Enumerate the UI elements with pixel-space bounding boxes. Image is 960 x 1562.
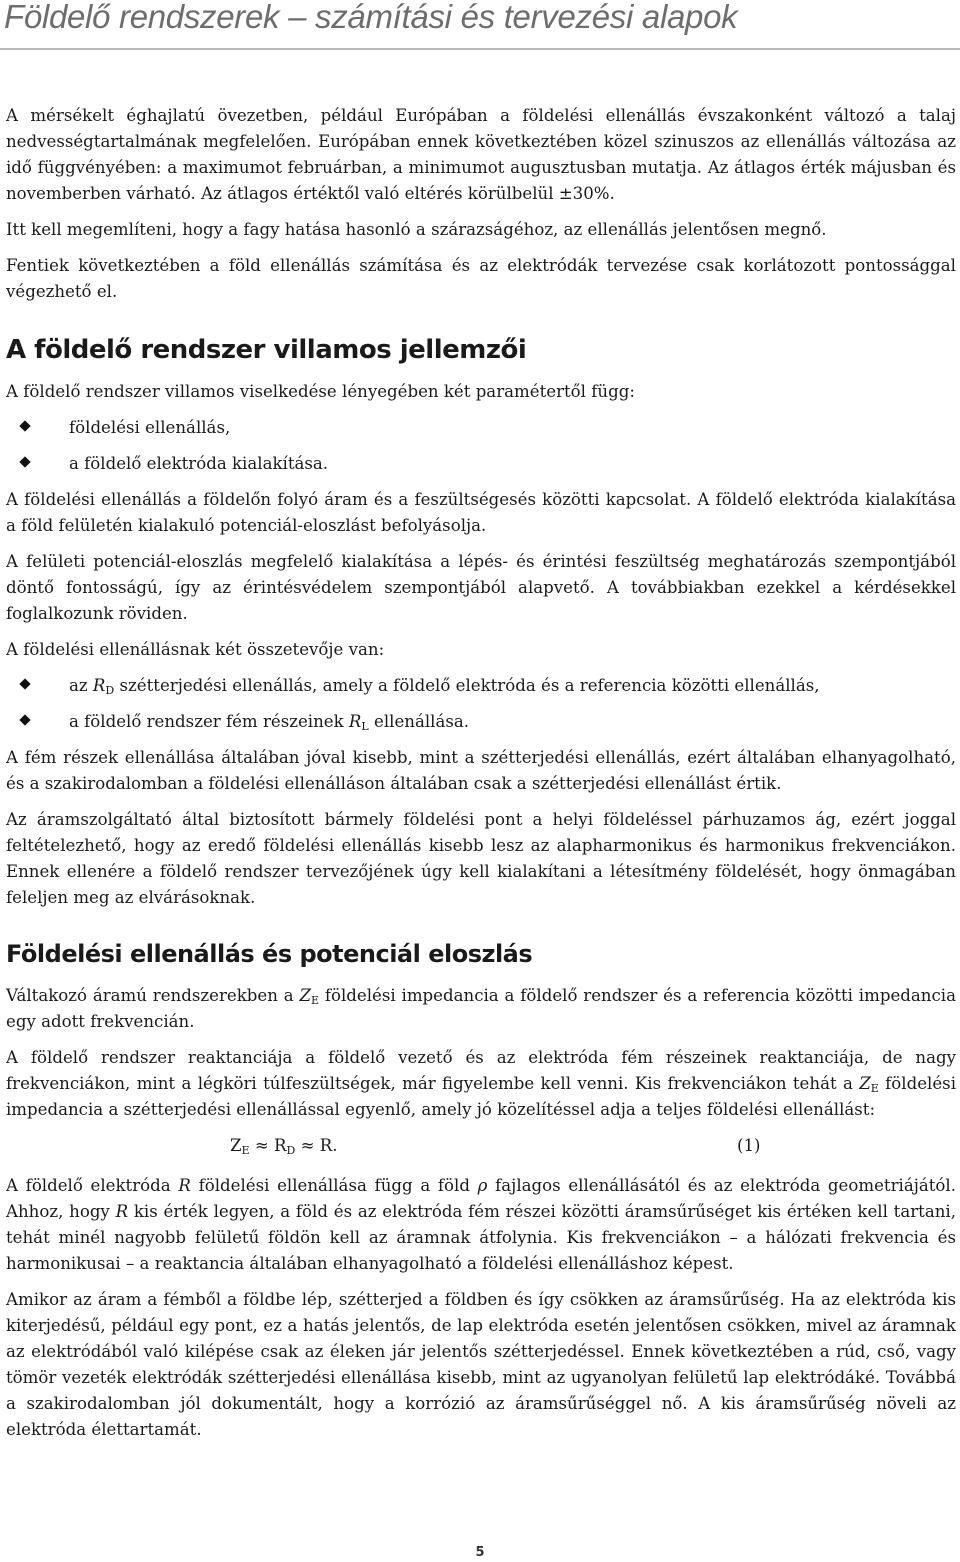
subscript-e: E — [870, 1082, 879, 1095]
list-item-text: földelési ellenállás, — [69, 418, 231, 437]
list-item-text: a földelő elektróda kialakítása. — [69, 454, 329, 473]
eq-symbol-z: Z — [230, 1136, 242, 1155]
parameter-list — [6, 415, 956, 477]
section2-paragraph-2 — [6, 1045, 956, 1123]
variable-rho: ρ — [477, 1176, 488, 1195]
approx-symbol: ≈ — [295, 1136, 320, 1155]
intro-paragraph-2: Itt kell megemlíteni, hogy a fagy hatása hasonló a szárazságéhoz, az ellenállás jelentősen megnő. — [6, 220, 827, 239]
header-divider — [0, 48, 960, 50]
subscript-d: D — [286, 1144, 296, 1157]
diamond-bullet-icon — [19, 420, 30, 431]
section2-paragraph-4: Amikor az áram a fémből a földbe lép, szétterjed a földben és így csökken az áramsűrűség. Ha az elektróda kis kiterjedésű, például egy pont, ez a hatás jelentős, de lap elektróda esetén jelentősen csökken, mivel az áramnak az elektródából való kilépése csak az éleken jár jelentős szétterjedéssel. Ennek következtében a rúd, cső, vagy tömör vezeték elektródák szétterjedési ellenállása kisebb, mint az ugyanolyan felületű lap elektródáké. Továbbá a szakirodalomban jól dokumentált, hogy a korrózió az áramsűrűséggel nő. A kis áramsűrűség növeli az elektróda élettartamát. — [6, 1290, 956, 1439]
section1-paragraph-5: A fém részek ellenállása általában jóval kisebb, mint a szétterjedési ellenállás, ezért általában elhanyagolható, és a szakirodalomban a földelési ellenálláson általában csak a szétterjedési ellenállást értik. — [6, 748, 956, 793]
list-item — [6, 451, 956, 477]
section1-paragraph-4: A földelési ellenállásnak két összetevője van: — [6, 640, 385, 659]
variable-r: R — [348, 712, 362, 731]
text-run: földelési ellenállása függ a föld — [190, 1176, 478, 1195]
list-item — [6, 415, 956, 441]
variable-z: Z — [299, 986, 311, 1005]
variable-r: R — [92, 676, 106, 695]
text-run: A földelő elektróda — [6, 1176, 179, 1195]
list-item-text: az — [69, 676, 93, 695]
list-item-text: ellenállása. — [368, 712, 470, 731]
subscript-e: E — [310, 994, 320, 1007]
eq-symbol-r: R — [274, 1136, 287, 1155]
page-content — [6, 103, 956, 1453]
section2-paragraph-1 — [6, 983, 956, 1035]
resistance-components-list — [6, 673, 956, 735]
page-number: 5 — [475, 1545, 485, 1560]
subscript-l: L — [361, 720, 369, 733]
subscript-d: D — [105, 684, 115, 697]
variable-r: R — [115, 1202, 129, 1221]
section2-paragraph-3 — [6, 1173, 956, 1277]
intro-paragraph-1: A mérsékelt éghajlatú övezetben, például Európában a földelési ellenállás évszakonként változó a talaj nedvességtartalmának megfelelően. Európában ennek következtében közel szinuszos az ellenállás változása az idő függvényében: a maximumot februárban, a minimumot augusztusban mutatja. Az átlagos érték májusban és novemberben várható. Az átlagos értéktől való eltérés körülbelül ±30%. — [6, 106, 956, 203]
text-run: földelési impedancia a szétterjedési ellenállással egyenlő, amely jó közelítéssel adja a teljes földelési ellenállást: — [6, 1074, 957, 1119]
section1-paragraph-2: A földelési ellenállás a földelőn folyó áram és a feszültségesés közötti kapcsolat. A földelő elektróda kialakítása a föld felületén kialakuló potenciál-eloszlást befolyásolja. — [6, 490, 956, 535]
section1-paragraph-6: Az áramszolgáltató által biztosított bármely földelési pont a helyi földeléssel párhuzamos ág, ezért joggal feltételezhető, hogy az eredő földelési ellenállás kisebb lesz az alapharmonikus és harmonikus frekvenciákon. Ennek ellenére a földelő rendszer tervezőjének úgy kell kialakítani a létesítmény földelését, hogy önmagában feleljen meg az elvárásoknak. — [6, 810, 956, 907]
running-header-title: Földelő rendszerek – számítási és tervezési alapok — [4, 0, 738, 35]
diamond-bullet-icon — [19, 456, 30, 467]
text-run: A földelő rendszer reaktanciája a földelő vezető és az elektróda fém részeinek reaktanciája, de nagy frekvenciákon, mint a légköri túlfeszültségek, már figyelembe kell venni. Kis frekvenciákon tehát a — [6, 1048, 956, 1093]
equation-1 — [6, 1133, 956, 1163]
variable-z: Z — [859, 1074, 871, 1093]
diamond-bullet-icon — [19, 714, 30, 725]
section1-paragraph-3: A felületi potenciál-eloszlás megfelelő kialakítása a lépés- és érintési feszültség meghatározás szempontjából döntő fontosságú, így az érintésvédelem szempontjából alapvető. A továbbiakban ezekkel a kérdésekkel foglalkozunk röviden. — [6, 552, 956, 623]
text-run: fajlagos ellenállásától és az elektróda geometriájától. Ahhoz, hogy — [6, 1176, 956, 1221]
approx-symbol: ≈ — [249, 1136, 275, 1155]
list-item-text: szétterjedési ellenállás, amely a földelő elektróda és a referencia közötti ellenállás, — [114, 676, 820, 695]
text-run: földelési impedancia a földelő rendszer és a referencia közötti impedancia egy adott frekvencián. — [6, 986, 956, 1031]
section-heading-electrical-properties: A földelő rendszer villamos jellemzői — [6, 335, 527, 365]
equation-number: (1) — [737, 1136, 761, 1155]
subscript-e: E — [241, 1144, 250, 1157]
text-run: kis érték legyen, a föld és az elektróda fém részei közötti áramsűrűséget kis értéken kell tartani, tehát minél nagyobb felületű földön kell az áramnak átfolynia. Kis frekvenciákon – a hálózati frekvencia és harmonikusai – a reaktancia általában elhanyagolható a földelési ellenálláshoz képest. — [6, 1202, 957, 1273]
section-heading-resistance-potential: Földelési ellenállás és potenciál eloszlás — [6, 940, 533, 968]
text-run: Váltakozó áramú rendszerekben a — [6, 986, 300, 1005]
diamond-bullet-icon — [19, 678, 30, 689]
section1-paragraph-1: A földelő rendszer villamos viselkedése lényegében két paramétertől függ: — [6, 382, 635, 401]
equation-body — [230, 1133, 338, 1159]
intro-paragraph-3: Fentiek következtében a föld ellenállás számítása és az elektródák tervezése csak korlátozott pontossággal végezhető el. — [6, 256, 956, 301]
eq-symbol-r-end: R. — [319, 1136, 338, 1155]
list-item-text: a földelő rendszer fém részeinek — [69, 712, 349, 731]
list-item — [6, 673, 956, 699]
variable-r: R — [178, 1176, 191, 1195]
list-item — [6, 709, 956, 735]
